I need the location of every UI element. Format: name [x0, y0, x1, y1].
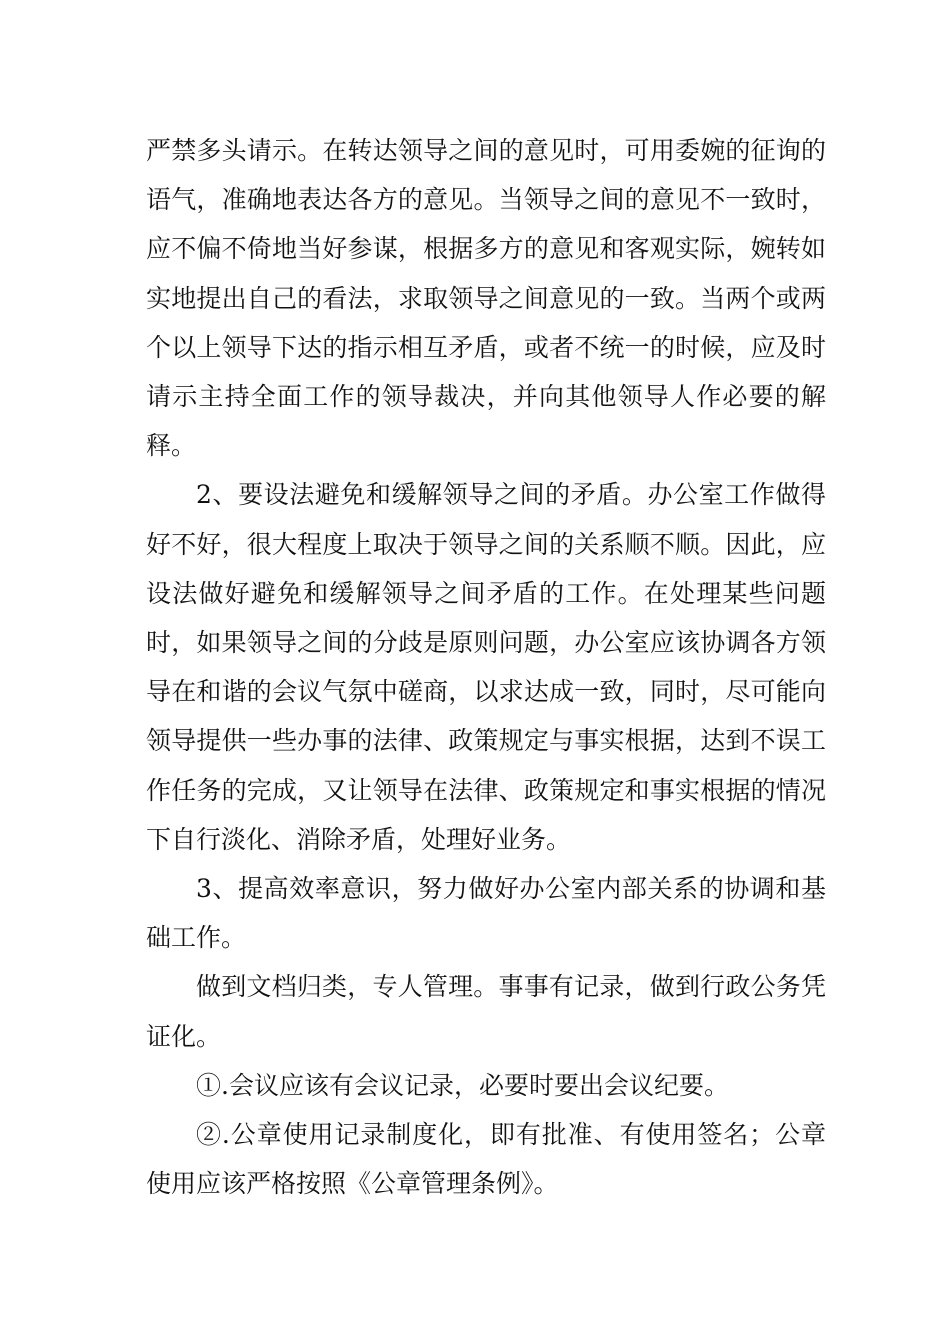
- paragraph-1: 严禁多头请示。在转达领导之间的意见时，可用委婉的征询的语气，准确地表达各方的意见。当领导之间的意见不一致时，应不偏不倚地当好参谋，根据多方的意见和客观实际，婉转如实地提出自己的看法，求取领导之间意见的一致。当两个或两个以上领导下达的指示相互矛盾，或者不统一的时候，应及时请示主持全面工作的领导裁决，并向其他领导人作必要的解释。: [146, 136, 826, 461]
- paragraph-2: 2、要设法避免和缓解领导之间的矛盾。办公室工作做得好不好，很大程度上取决于领导之间的关系顺不顺。因此，应设法做好避免和缓解领导之间矛盾的工作。在处理某些问题时，如果领导之间的分歧是原则问题，办公室应该协调各方领导在和谐的会议气氛中磋商，以求达成一致，同时，尽可能向领导提供一些办事的法律、政策规定与事实根据，达到不误工作任务的完成，又让领导在法律、政策规定和事实根据的情况下自行淡化、消除矛盾，处理好业务。: [146, 480, 826, 854]
- paragraph-6: ②.公章使用记录制度化，即有批准、有使用签名；公章使用应该严格按照《公章管理条例》。: [146, 1120, 826, 1199]
- paragraph-4: 做到文档归类，专人管理。事事有记录，做到行政公务凭证化。: [146, 972, 826, 1051]
- paragraph-3: 3、提高效率意识，努力做好办公室内部关系的协调和基础工作。: [146, 874, 826, 953]
- document-body: [146, 126, 826, 1208]
- paragraph-5: ①.会议应该有会议记录，必要时要出会议纪要。: [196, 1070, 729, 1100]
